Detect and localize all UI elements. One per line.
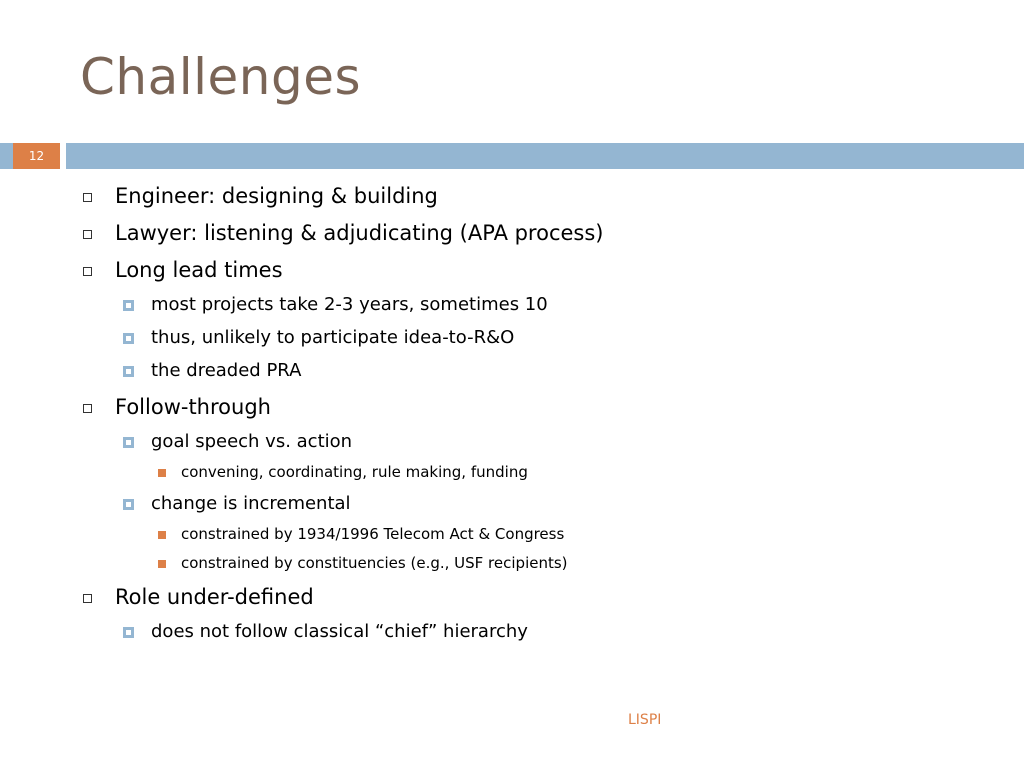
bullet-item: Engineer: designing & building [115, 184, 438, 208]
sub-bullet-item: the dreaded PRA [151, 360, 302, 381]
sub-bullet-item: most projects take 2-3 years, sometimes 10 [151, 294, 548, 315]
framed-square-bullet-icon [123, 437, 134, 448]
hollow-square-bullet-icon [83, 230, 92, 239]
framed-square-bullet-icon [123, 627, 134, 638]
sub-bullet-item: change is incremental [151, 493, 351, 514]
bullet-item: Role under-defined [115, 585, 314, 609]
sub-sub-bullet-item: constrained by constituencies (e.g., USF recipients) [181, 554, 568, 572]
framed-square-bullet-icon [123, 333, 134, 344]
hollow-square-bullet-icon [83, 193, 92, 202]
bullet-item: Long lead times [115, 258, 283, 282]
bullet-item: Follow-through [115, 395, 271, 419]
hollow-square-bullet-icon [83, 594, 92, 603]
slide-number: 12 [13, 143, 60, 169]
filled-square-bullet-icon [158, 469, 166, 477]
sub-sub-bullet-item: constrained by 1934/1996 Telecom Act & Congress [181, 525, 565, 543]
footer-label: LISPI [628, 712, 662, 728]
sub-bullet-item: goal speech vs. action [151, 431, 353, 452]
framed-square-bullet-icon [123, 366, 134, 377]
bullet-item: Lawyer: listening & adjudicating (APA process) [115, 221, 604, 245]
framed-square-bullet-icon [123, 499, 134, 510]
sub-bullet-item: does not follow classical “chief” hierarchy [151, 621, 528, 642]
filled-square-bullet-icon [158, 560, 166, 568]
hollow-square-bullet-icon [83, 404, 92, 413]
filled-square-bullet-icon [158, 531, 166, 539]
sub-sub-bullet-item: convening, coordinating, rule making, funding [181, 463, 528, 481]
hollow-square-bullet-icon [83, 267, 92, 276]
slide-title: Challenges [80, 48, 362, 106]
framed-square-bullet-icon [123, 300, 134, 311]
sub-bullet-item: thus, unlikely to participate idea-to-R&O [151, 327, 515, 348]
